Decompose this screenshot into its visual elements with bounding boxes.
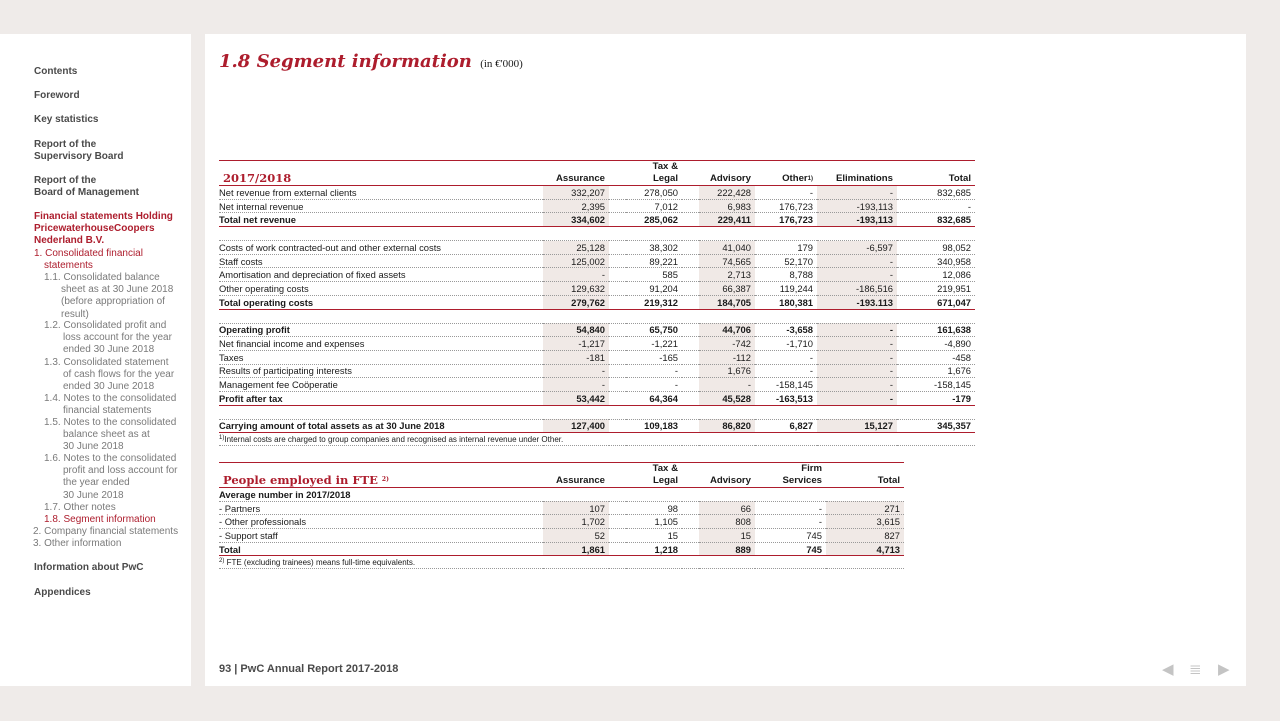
cell-value: 889 bbox=[699, 542, 755, 556]
toc-foreword[interactable]: Foreword bbox=[34, 90, 80, 101]
cell-value: 279,762 bbox=[543, 295, 609, 309]
cell-value: - bbox=[897, 199, 975, 213]
cell-value: 8,788 bbox=[755, 268, 817, 282]
cell-value: -1,710 bbox=[755, 337, 817, 351]
cell-value: - bbox=[755, 186, 817, 200]
cell-value: 15,127 bbox=[817, 419, 897, 433]
cell-value: 671,047 bbox=[897, 295, 975, 309]
toc-label: statements bbox=[44, 260, 93, 272]
cell-value: 1,861 bbox=[543, 542, 609, 556]
cell-value: 98 bbox=[626, 501, 682, 515]
toc-board-of-management[interactable] bbox=[34, 175, 139, 199]
row-label: Total net revenue bbox=[219, 213, 543, 227]
cell-value: 285,062 bbox=[626, 213, 682, 227]
toc-label: loss account for the year bbox=[63, 332, 172, 344]
toc-label: (before appropriation of bbox=[61, 296, 165, 308]
cell-value: - bbox=[817, 391, 897, 405]
col-tax-legal: Tax & Legal bbox=[626, 161, 682, 186]
cell-value: 38,302 bbox=[626, 241, 682, 255]
toc-label: Financial statements Holding bbox=[34, 211, 173, 222]
cell-value: -165 bbox=[626, 350, 682, 364]
col-advisory: Advisory bbox=[699, 463, 755, 488]
toc-label: 1. Consolidated financial bbox=[34, 248, 143, 259]
cell-value: -181 bbox=[543, 350, 609, 364]
fte-footnote: $^{2)}$ FTE (excluding trainees) means full-time equivalents. bbox=[219, 556, 904, 569]
cell-value: 340,958 bbox=[897, 254, 975, 268]
cell-value: 4,713 bbox=[826, 542, 904, 556]
cell-value: 6,827 bbox=[755, 419, 817, 433]
cell-value: 745 bbox=[755, 529, 826, 543]
col-eliminations: Eliminations bbox=[817, 161, 897, 186]
cell-value: -742 bbox=[699, 337, 755, 351]
toc-financial-statements[interactable] bbox=[34, 211, 173, 248]
toc-label: 1.2. Consolidated profit and bbox=[44, 320, 167, 331]
toc-label: sheet as at 30 June 2018 bbox=[61, 284, 174, 296]
cell-value: 1,676 bbox=[897, 364, 975, 378]
cell-value: 3,615 bbox=[826, 515, 904, 529]
cell-value: -6,597 bbox=[817, 241, 897, 255]
sidebar bbox=[0, 34, 191, 686]
cell-value: 54,840 bbox=[543, 323, 609, 337]
cell-value: - bbox=[755, 364, 817, 378]
row-label: - Support staff bbox=[219, 529, 543, 543]
cell-value: 180,381 bbox=[755, 295, 817, 309]
cell-value: -193,113 bbox=[817, 213, 897, 227]
toc-label: 1.4. Notes to the consolidated bbox=[44, 393, 177, 404]
page-content bbox=[205, 34, 1246, 686]
cell-value: - bbox=[755, 515, 826, 529]
cell-value: 65,750 bbox=[626, 323, 682, 337]
cell-value: 2,713 bbox=[699, 268, 755, 282]
row-spacer bbox=[219, 309, 975, 323]
next-page-button[interactable]: ▶ bbox=[1218, 661, 1230, 678]
cell-value: 832,685 bbox=[897, 213, 975, 227]
cell-value: - bbox=[817, 268, 897, 282]
cell-value: - bbox=[626, 378, 682, 392]
cell-value: 89,221 bbox=[626, 254, 682, 268]
toc-label: financial statements bbox=[63, 405, 152, 417]
row-label: Net internal revenue bbox=[219, 199, 543, 213]
row-label: Results of participating interests bbox=[219, 364, 543, 378]
cell-value: - bbox=[543, 268, 609, 282]
cell-value: 74,565 bbox=[699, 254, 755, 268]
toc-label: balance sheet as at bbox=[63, 429, 150, 441]
cell-value: 745 bbox=[755, 542, 826, 556]
toc-1-7[interactable]: 1.7. Other notes bbox=[44, 502, 116, 513]
cell-value: 334,602 bbox=[543, 213, 609, 227]
table-row bbox=[219, 241, 975, 255]
cell-value: -112 bbox=[699, 350, 755, 364]
row-label: Management fee Coöperatie bbox=[219, 378, 543, 392]
toc-key-statistics[interactable]: Key statistics bbox=[34, 114, 99, 125]
toc-1-2[interactable] bbox=[34, 320, 184, 357]
cell-value: 52 bbox=[543, 529, 609, 543]
cell-value: -158,145 bbox=[755, 378, 817, 392]
cell-value: 91,204 bbox=[626, 282, 682, 296]
cell-value: 332,207 bbox=[543, 186, 609, 200]
title-text: 1.8 Segment information bbox=[219, 51, 472, 72]
cell-value: 129,632 bbox=[543, 282, 609, 296]
cell-value: 86,820 bbox=[699, 419, 755, 433]
cell-value: 1,105 bbox=[626, 515, 682, 529]
table-row bbox=[219, 199, 975, 213]
cell-value: - bbox=[817, 337, 897, 351]
table-row bbox=[219, 282, 975, 296]
toc-1-5[interactable] bbox=[34, 417, 184, 454]
table-row bbox=[219, 337, 975, 351]
cell-value: 808 bbox=[699, 515, 755, 529]
table-row bbox=[219, 323, 975, 337]
toc-label: Report of the bbox=[34, 139, 97, 150]
cell-value: - bbox=[699, 378, 755, 392]
toc-company-fs[interactable]: 2. Company financial statements bbox=[33, 526, 179, 537]
col-total: Total bbox=[826, 463, 904, 488]
cell-value: 585 bbox=[626, 268, 682, 282]
segment-header-row bbox=[219, 161, 975, 186]
cell-value: 229,411 bbox=[699, 213, 755, 227]
cell-value: 827 bbox=[826, 529, 904, 543]
cell-value: 176,723 bbox=[755, 213, 817, 227]
toc-label: Report of the bbox=[34, 175, 97, 186]
cell-value: 176,723 bbox=[755, 199, 817, 213]
table-row bbox=[219, 419, 975, 433]
row-label: Profit after tax bbox=[219, 391, 543, 405]
table-row bbox=[219, 186, 975, 200]
toc-label: 1.1. Consolidated balance bbox=[44, 272, 160, 283]
toc-1-4[interactable] bbox=[34, 393, 184, 417]
row-label: Staff costs bbox=[219, 254, 543, 268]
cell-value: 161,638 bbox=[897, 323, 975, 337]
row-label: Taxes bbox=[219, 350, 543, 364]
cell-value: - bbox=[817, 186, 897, 200]
cell-value: 127,400 bbox=[543, 419, 609, 433]
toc-information-about-pwc[interactable]: Information about PwC bbox=[34, 562, 144, 573]
toc-label: Supervisory Board bbox=[34, 151, 124, 163]
cell-value: 271 bbox=[826, 501, 904, 515]
table-row bbox=[219, 364, 975, 378]
fte-table bbox=[219, 462, 904, 569]
cell-value: -193,113 bbox=[817, 199, 897, 213]
toc-supervisory-board[interactable] bbox=[34, 139, 123, 163]
title-unit: (in €'000) bbox=[480, 58, 523, 70]
toc-label: 30 June 2018 bbox=[63, 489, 124, 501]
cell-value: - bbox=[543, 364, 609, 378]
cell-value: -186,516 bbox=[817, 282, 897, 296]
cell-value: 98,052 bbox=[897, 241, 975, 255]
prev-page-button[interactable]: ◀ bbox=[1162, 661, 1174, 678]
cell-value: -193.113 bbox=[817, 295, 897, 309]
cell-value: -4,890 bbox=[897, 337, 975, 351]
cell-value: - bbox=[543, 378, 609, 392]
cell-value: 44,706 bbox=[699, 323, 755, 337]
table-row bbox=[219, 501, 904, 515]
page-footer: 93 | PwC Annual Report 2017-2018 bbox=[219, 663, 399, 675]
cell-value: 222,428 bbox=[699, 186, 755, 200]
row-label: - Partners bbox=[219, 501, 543, 515]
toc-label: Nederland B.V. bbox=[34, 235, 105, 247]
cell-value: 119,244 bbox=[755, 282, 817, 296]
table-row bbox=[219, 515, 904, 529]
row-label: Net financial income and expenses bbox=[219, 337, 543, 351]
toc-1-6[interactable] bbox=[34, 453, 184, 502]
cell-value: 53,442 bbox=[543, 391, 609, 405]
toc-label: the year ended bbox=[63, 477, 130, 489]
cell-value: 179 bbox=[755, 241, 817, 255]
table-row bbox=[219, 213, 975, 227]
cell-value: - bbox=[817, 350, 897, 364]
table-row bbox=[219, 378, 975, 392]
row-label: Total bbox=[219, 542, 543, 556]
cell-value: -458 bbox=[897, 350, 975, 364]
cell-value: -163,513 bbox=[755, 391, 817, 405]
table-row bbox=[219, 254, 975, 268]
table-row bbox=[219, 350, 975, 364]
toc-label: 1.6. Notes to the consolidated bbox=[44, 453, 177, 464]
cell-value: 52,170 bbox=[755, 254, 817, 268]
row-spacer bbox=[219, 227, 975, 241]
row-label: Costs of work contracted-out and other external costs bbox=[219, 241, 543, 255]
cell-value: - bbox=[755, 350, 817, 364]
row-label: Carrying amount of total assets as at 30 June 2018 bbox=[219, 419, 543, 433]
cell-value: -179 bbox=[897, 391, 975, 405]
cell-value: -1,221 bbox=[626, 337, 682, 351]
toc-consolidated-fs[interactable] bbox=[34, 248, 184, 272]
toc-label: PricewaterhouseCoopers bbox=[34, 223, 155, 235]
fte-header-row bbox=[219, 463, 904, 488]
cell-value: 278,050 bbox=[626, 186, 682, 200]
cell-value: - bbox=[755, 501, 826, 515]
col-advisory: Advisory bbox=[699, 161, 755, 186]
cell-value: -158,145 bbox=[897, 378, 975, 392]
row-label: - Other professionals bbox=[219, 515, 543, 529]
cell-value: - bbox=[817, 323, 897, 337]
col-tax-legal: Tax & Legal bbox=[626, 463, 682, 488]
cell-value: 6,983 bbox=[699, 199, 755, 213]
fte-subheading: Average number in 2017/2018 bbox=[219, 488, 904, 502]
cell-value: 66 bbox=[699, 501, 755, 515]
cell-value: 1,218 bbox=[626, 542, 682, 556]
col-firm-services: Firm Services bbox=[755, 463, 826, 488]
cell-value: - bbox=[817, 378, 897, 392]
row-label: Other operating costs bbox=[219, 282, 543, 296]
toc-appendices[interactable]: Appendices bbox=[34, 587, 91, 598]
toc-label: 30 June 2018 bbox=[63, 441, 124, 453]
cell-value: 45,528 bbox=[699, 391, 755, 405]
toc-label: of cash flows for the year bbox=[63, 369, 175, 381]
table-row bbox=[219, 295, 975, 309]
cell-value: 107 bbox=[543, 501, 609, 515]
cell-value: 219,951 bbox=[897, 282, 975, 296]
col-assurance: Assurance bbox=[543, 463, 609, 488]
toc-1-8[interactable]: 1.8. Segment information bbox=[44, 514, 156, 525]
menu-icon[interactable]: ≣ bbox=[1189, 661, 1202, 678]
row-label: Total operating costs bbox=[219, 295, 543, 309]
toc-label: 1.5. Notes to the consolidated bbox=[44, 417, 177, 428]
fte-title: People employed in FTE $^{2)}$ bbox=[219, 463, 543, 488]
cell-value: 109,183 bbox=[626, 419, 682, 433]
cell-value: 66,387 bbox=[699, 282, 755, 296]
toc-label: ended 30 June 2018 bbox=[63, 344, 155, 356]
cell-value: 41,040 bbox=[699, 241, 755, 255]
table-row bbox=[219, 542, 904, 556]
cell-value: 345,357 bbox=[897, 419, 975, 433]
table-row bbox=[219, 391, 975, 405]
segment-year: 2017/2018 bbox=[219, 161, 543, 186]
toc-label: 1.3. Consolidated statement bbox=[44, 357, 169, 368]
cell-value: 2,395 bbox=[543, 199, 609, 213]
page-title bbox=[219, 51, 523, 72]
cell-value: 219,312 bbox=[626, 295, 682, 309]
row-label: Operating profit bbox=[219, 323, 543, 337]
col-assurance: Assurance bbox=[543, 161, 609, 186]
row-label: Net revenue from external clients bbox=[219, 186, 543, 200]
table-row bbox=[219, 268, 975, 282]
toc-1-3[interactable] bbox=[34, 357, 184, 394]
cell-value: 125,002 bbox=[543, 254, 609, 268]
cell-value: - bbox=[817, 254, 897, 268]
cell-value: - bbox=[817, 364, 897, 378]
toc-label: result) bbox=[61, 308, 89, 320]
row-spacer bbox=[219, 405, 975, 419]
cell-value: 832,685 bbox=[897, 186, 975, 200]
cell-value: 1,676 bbox=[699, 364, 755, 378]
col-other: Other$^{1)}$ bbox=[755, 161, 817, 186]
cell-value: 64,364 bbox=[626, 391, 682, 405]
cell-value: 184,705 bbox=[699, 295, 755, 309]
segment-table bbox=[219, 160, 975, 446]
cell-value: - bbox=[626, 364, 682, 378]
toc-label: profit and loss account for bbox=[63, 465, 178, 477]
cell-value: 7,012 bbox=[626, 199, 682, 213]
cell-value: 25,128 bbox=[543, 241, 609, 255]
toc-1-1[interactable] bbox=[34, 272, 184, 321]
toc-other-information[interactable]: 3. Other information bbox=[33, 538, 122, 549]
cell-value: 12,086 bbox=[897, 268, 975, 282]
toc-label: ended 30 June 2018 bbox=[63, 381, 155, 393]
cell-value: 15 bbox=[626, 529, 682, 543]
row-label: Amortisation and depreciation of fixed assets bbox=[219, 268, 543, 282]
cell-value: 15 bbox=[699, 529, 755, 543]
toc-label: Board of Management bbox=[34, 187, 140, 199]
col-total: Total bbox=[897, 161, 975, 186]
table-row bbox=[219, 529, 904, 543]
cell-value: -3,658 bbox=[755, 323, 817, 337]
segment-footnote: $^{1)}$Internal costs are charged to group companies and recognised as internal revenue under Other. bbox=[219, 433, 975, 446]
cell-value: -1,217 bbox=[543, 337, 609, 351]
toc-contents[interactable]: Contents bbox=[34, 66, 78, 77]
cell-value: 1,702 bbox=[543, 515, 609, 529]
